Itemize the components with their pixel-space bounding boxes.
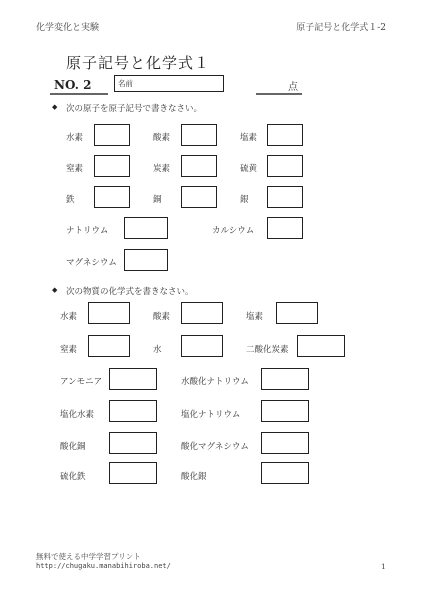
s1-label-sulfur: 硫黄: [240, 164, 258, 174]
s2-answer-chlorine[interactable]: [276, 302, 318, 324]
s2-answer-copper-oxide[interactable]: [109, 432, 157, 454]
s2-answer-oxygen[interactable]: [181, 302, 223, 324]
score-underline: [256, 93, 302, 95]
s1-answer-magnesium[interactable]: [124, 249, 168, 271]
s2-answer-sodium-hydroxide[interactable]: [261, 368, 309, 390]
s2-answer-iron-sulfide[interactable]: [109, 462, 157, 484]
s1-answer-carbon[interactable]: [181, 155, 217, 177]
s2-label-chlorine: 塩素: [246, 312, 264, 322]
s2-label-carbon-dioxide: 二酸化炭素: [246, 345, 289, 355]
s2-answer-water[interactable]: [181, 335, 223, 357]
s2-answer-magnesium-oxide[interactable]: [261, 432, 309, 454]
s1-answer-sodium[interactable]: [124, 217, 168, 239]
section1-instruction: 次の原子を原子記号で書きなさい。: [66, 104, 203, 114]
s1-answer-iron[interactable]: [94, 186, 130, 208]
s2-label-iron-sulfide: 硫化鉄: [60, 472, 86, 482]
section1-marker: ◆: [52, 103, 58, 111]
s1-label-carbon: 炭素: [153, 164, 171, 174]
s2-label-oxygen: 酸素: [153, 312, 171, 322]
footer-url[interactable]: http://chugaku.manabihiroba.net/: [36, 562, 171, 570]
s1-label-silver: 銀: [240, 195, 249, 205]
s2-answer-hydrogen[interactable]: [88, 302, 130, 324]
s2-answer-hydrogen-chloride[interactable]: [109, 400, 157, 422]
s1-label-hydrogen: 水素: [66, 133, 84, 143]
s2-label-magnesium-oxide: 酸化マグネシウム: [181, 442, 249, 452]
s1-answer-chlorine[interactable]: [267, 124, 303, 146]
s1-answer-sulfur[interactable]: [267, 155, 303, 177]
s1-label-sodium: ナトリウム: [66, 226, 109, 236]
name-label: 名前: [118, 79, 133, 88]
worksheet-number: NO. 2: [54, 78, 92, 92]
name-field[interactable]: [114, 75, 224, 92]
s2-label-nitrogen: 窒素: [60, 345, 78, 355]
s2-answer-carbon-dioxide[interactable]: [297, 335, 345, 357]
s1-label-oxygen: 酸素: [153, 133, 171, 143]
s2-label-sodium-hydroxide: 水酸化ナトリウム: [181, 377, 249, 387]
s1-answer-silver[interactable]: [267, 186, 303, 208]
s2-label-copper-oxide: 酸化銅: [60, 442, 86, 452]
header-right: 原子記号と化学式１-2: [296, 23, 386, 33]
header-left: 化学変化と実験: [36, 23, 100, 33]
s1-label-magnesium: マグネシウム: [66, 258, 117, 268]
s1-label-iron: 鉄: [66, 195, 75, 205]
s2-answer-silver-oxide[interactable]: [261, 462, 309, 484]
s2-label-sodium-chloride: 塩化ナトリウム: [181, 410, 241, 420]
score-label: 点: [288, 82, 298, 93]
s2-answer-ammonia[interactable]: [109, 368, 157, 390]
s2-label-ammonia: アンモニア: [60, 377, 103, 387]
s1-label-copper: 銅: [153, 195, 162, 205]
s1-answer-nitrogen[interactable]: [94, 155, 130, 177]
page-title: 原子記号と化学式１: [66, 54, 211, 72]
page-number: 1: [381, 562, 386, 571]
s1-answer-calcium[interactable]: [267, 217, 303, 239]
s2-label-hydrogen: 水素: [60, 312, 78, 322]
s1-label-calcium: カルシウム: [212, 226, 255, 236]
s1-label-nitrogen: 窒素: [66, 164, 84, 174]
s1-answer-copper[interactable]: [181, 186, 217, 208]
s1-answer-oxygen[interactable]: [181, 124, 217, 146]
s2-answer-sodium-chloride[interactable]: [261, 400, 309, 422]
s2-label-water: 水: [153, 345, 162, 355]
section2-instruction: 次の物質の化学式を書きなさい。: [66, 287, 194, 297]
footer-site-name: 無料で使える中学学習プリント: [36, 552, 141, 561]
section2-marker: ◆: [52, 286, 58, 294]
number-underline: [50, 93, 108, 95]
s1-answer-hydrogen[interactable]: [94, 124, 130, 146]
s2-label-silver-oxide: 酸化銀: [181, 472, 207, 482]
s2-label-hydrogen-chloride: 塩化水素: [60, 410, 95, 420]
s2-answer-nitrogen[interactable]: [88, 335, 130, 357]
s1-label-chlorine: 塩素: [240, 133, 258, 143]
